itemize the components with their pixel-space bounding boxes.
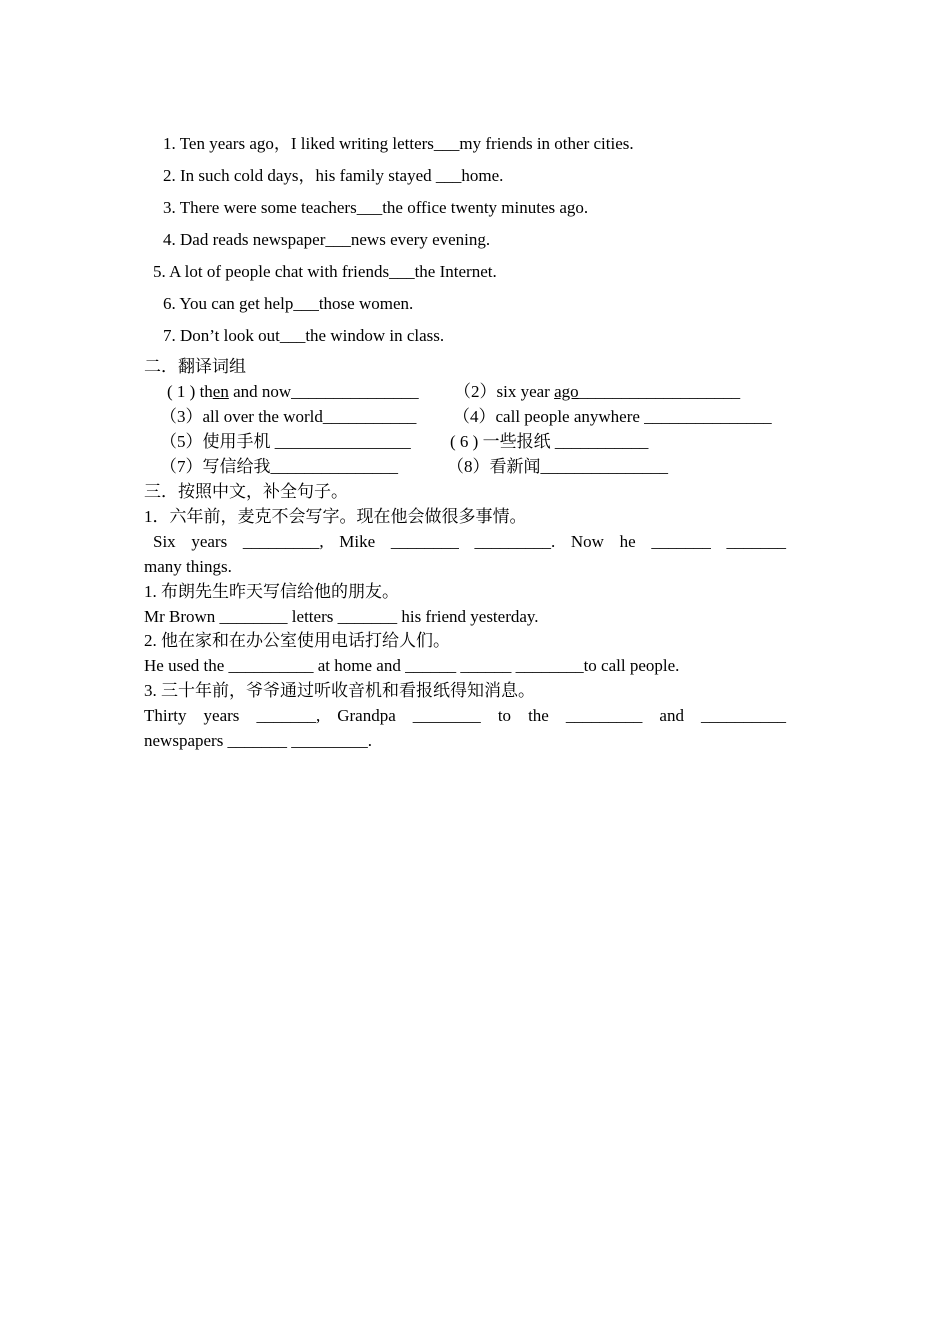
question-en-continued: many things. (144, 557, 232, 576)
item-number: 2. (163, 166, 176, 185)
item-text: my friends in other cities. (459, 134, 634, 153)
item-text: There were some teachers (179, 198, 357, 217)
item-number: 3. (163, 198, 176, 217)
phrase-4: （4）call people anywhere _______________ (453, 407, 772, 426)
phrase-6: ( 6 ) 一些报纸 ___________ (450, 432, 649, 451)
item-number: 7. (163, 326, 176, 345)
item-text: Ten years ago，I liked writing letters (179, 134, 434, 153)
exercise-item-3 (163, 198, 588, 218)
question-cn: 1．六年前，麦克不会写字。现在他会做很多事情。 (144, 507, 527, 526)
phrase-1: ( 1 ) then and now_______________ (167, 382, 419, 401)
section-heading: 二．翻译词组 (144, 357, 246, 376)
phrase-5: （5）使用手机 ________________ (160, 432, 411, 451)
item-text: In such cold days，his family stayed (180, 166, 436, 185)
item-number: 4. (163, 230, 176, 249)
exercise-item-6 (163, 294, 413, 314)
item-text: the window in class. (305, 326, 445, 345)
exercise-item-7 (163, 326, 444, 346)
blank: ___ (435, 166, 462, 185)
item-text: Dad reads newspaper (180, 230, 326, 249)
exercise-item-1 (163, 134, 634, 154)
question-cn: 2. 他在家和在办公室使用电话打给人们。 (144, 631, 450, 650)
question-cn: 3. 三十年前，爷爷通过听收音机和看报纸得知消息。 (144, 681, 535, 700)
blank: ___ (279, 326, 306, 345)
item-number: 1. (163, 134, 176, 153)
item-number: 6. (163, 294, 176, 313)
blank: ___ (325, 230, 351, 249)
question-en-continued: newspapers _______ _________. (144, 731, 373, 750)
phrase-2: （2）six year ago___________________ (454, 382, 741, 401)
phrase-7: （7）写信给我_______________ (160, 457, 398, 476)
phrase-3: （3）all over the world___________ (160, 407, 417, 426)
item-text: the office twenty minutes ago. (382, 198, 589, 217)
section-heading: 三．按照中文，补全句子。 (144, 482, 348, 501)
item-text: home. (461, 166, 504, 185)
blank: ___ (389, 262, 415, 281)
exercise-item-2 (163, 166, 503, 186)
item-text: Don’t look out (180, 326, 280, 345)
item-text: those women. (318, 294, 414, 313)
phrase-8: （8）看新闻_______________ (447, 457, 668, 476)
item-number: 5. (153, 262, 166, 281)
question-cn: 1. 布朗先生昨天写信给他的朋友。 (144, 582, 399, 601)
item-text: the Internet. (414, 262, 497, 281)
item-text: A lot of people chat with friends (169, 262, 390, 281)
exercise-item-4 (163, 230, 490, 250)
exercise-item-5 (153, 262, 497, 282)
question-en: Mr Brown ________ letters _______ his friend yesterday. (144, 607, 539, 626)
item-text: You can get help (179, 294, 294, 313)
question-en: He used the __________ at home and ______ ______ ________to call people. (144, 656, 680, 675)
blank: ___ (356, 198, 383, 217)
question-en: Thirty years _______, Grandpa ________ to the _________ and __________ (144, 706, 786, 725)
question-en: Six years _________, Mike ________ _________. Now he _______ _______ (153, 532, 786, 551)
blank: ___ (433, 134, 460, 153)
item-text: news every evening. (350, 230, 491, 249)
blank: ___ (293, 294, 319, 313)
